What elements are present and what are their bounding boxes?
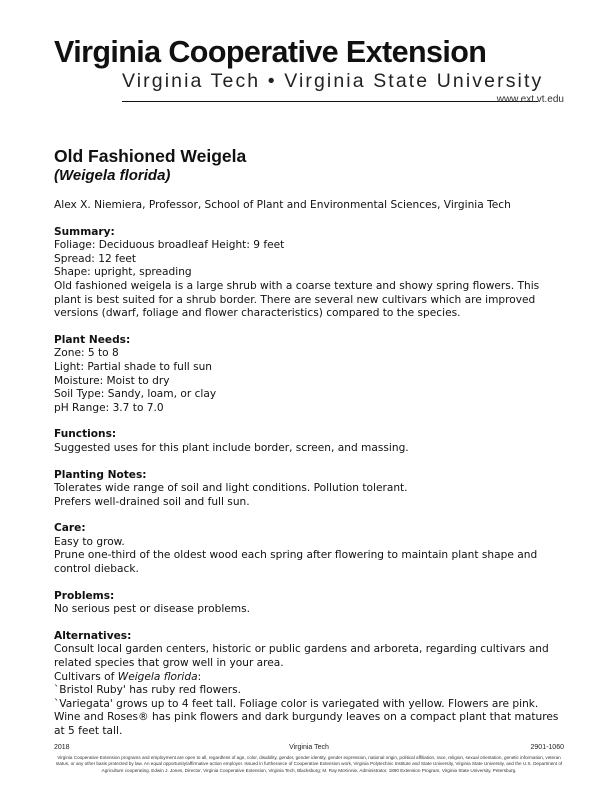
alternatives-line: Consult local garden centers, historic or public gardens and arboreta, regarding cultivars and related species that grow well in your area. (54, 643, 549, 670)
plant-needs-line: Soil Type: Sandy, loam, or clay (54, 388, 217, 401)
planting-notes-heading: Planting Notes: (54, 468, 147, 481)
plant-needs-line: Light: Partial shade to full sun (54, 360, 213, 373)
problems-heading: Problems: (54, 589, 115, 602)
planting-notes-section (54, 469, 564, 510)
cultivars-prefix: Cultivars of (54, 670, 118, 683)
scientific-name: (Weigela florida) (54, 167, 171, 184)
footer-disclaimer: Virginia Cooperative Extension programs and employment are open to all, regardless of age, color, disability, gender, gender identity, gender expression, national origin, political affiliation, race, religion, sexual orientation, genetic information, veteran status, or any other basis protected by law. An equal opportunity/affirmative action employer. Issued in furtherance of Cooperative Extension work, Virginia Polytechnic Institute and State University, Virginia State University, and the U.S. Department of Agriculture cooperating. Edwin J. Jones, Director, Virginia Cooperative Extension, Virginia Tech, Blacksburg; M. Ray McKinnie, Administrator, 1890 Extension Program, Virginia State University, Petersburg. (55, 755, 563, 773)
footer-pub-number: 2901-1060 (530, 744, 564, 751)
cultivars-colon: : (197, 670, 202, 683)
plant-needs-line: Moisture: Moist to dry (54, 374, 170, 387)
functions-line: Suggested uses for this plant include border, screen, and massing. (54, 441, 409, 454)
summary-line: Old fashioned weigela is a large shrub with a coarse texture and showy spring flowers. This plant is best suited for a shrub border. There are several new cultivars which are improved versions (dwarf, foliage and flower characteristics) compared to the species. (54, 279, 540, 320)
footer (54, 744, 564, 774)
plant-needs-line: pH Range: 3.7 to 7.0 (54, 401, 164, 414)
care-line: Prune one-third of the oldest wood each spring after flowering to maintain plant shape and control dieback. (54, 549, 538, 576)
summary-line: Shape: upright, spreading (54, 266, 192, 279)
alternatives-heading: Alternatives: (54, 629, 132, 642)
summary-section (54, 226, 564, 321)
functions-heading: Functions: (54, 428, 117, 441)
summary-heading: Summary: (54, 225, 115, 238)
plant-needs-line: Zone: 5 to 8 (54, 347, 119, 360)
plant-needs-heading: Plant Needs: (54, 333, 131, 346)
summary-line: Foliage: Deciduous broadleaf Height: 9 feet (54, 239, 285, 252)
org-name: Virginia Cooperative Extension (54, 35, 487, 69)
planting-notes-line: Prefers well-drained soil and full sun. (54, 495, 250, 508)
plant-needs-section (54, 334, 564, 416)
page-title: Old Fashioned Weigela (54, 146, 247, 166)
planting-notes-line: Tolerates wide range of soil and light conditions. Pollution tolerant. (54, 482, 408, 495)
header-rule (122, 101, 538, 102)
footer-institution: Virginia Tech (289, 744, 329, 751)
alternatives-line: `Bristol Ruby' has ruby red flowers. (54, 684, 242, 697)
alternatives-section (54, 630, 564, 739)
header (54, 34, 564, 105)
care-section (54, 522, 564, 576)
summary-line: Spread: 12 feet (54, 252, 137, 265)
footer-year: 2018 (54, 744, 70, 751)
care-heading: Care: (54, 522, 86, 535)
problems-line: No serious pest or disease problems. (54, 603, 250, 616)
alternatives-line: `Variegata' grows up to 4 feet tall. Foliage color is variegated with yellow. Flowers are pink. Wine and Roses® has pink flowers and dark burgundy leaves on a compact plant that matures at 5 feet tall. (54, 697, 559, 737)
author-line: Alex X. Niemiera, Professor, School of Plant and Environmental Sciences, Virginia Tech (54, 199, 511, 211)
problems-section (54, 590, 564, 617)
species-italic: Weigela florida (117, 670, 198, 683)
functions-section (54, 428, 564, 455)
alternatives-cultivars-line (54, 671, 564, 685)
affiliation: Virginia Tech • Virginia State University (122, 70, 544, 92)
care-line: Easy to grow. (54, 535, 125, 548)
document-body (54, 146, 564, 739)
website-url[interactable]: www.ext.vt.edu (496, 94, 564, 105)
